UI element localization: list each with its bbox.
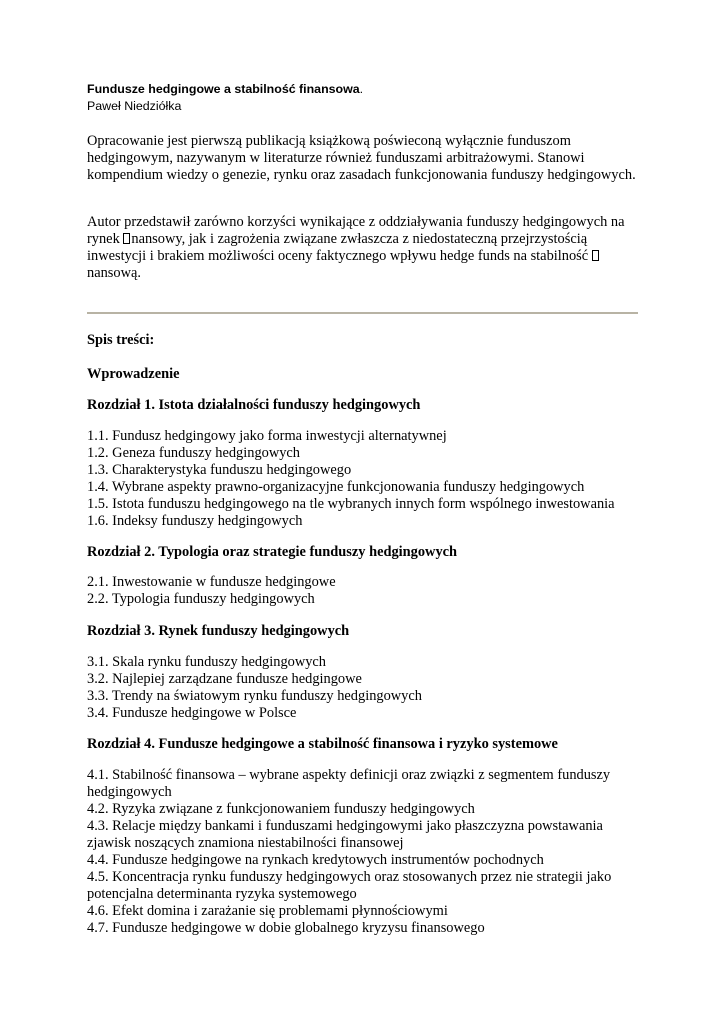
intro-paragraph-2 — [87, 214, 647, 282]
chapter-3-list — [87, 654, 647, 722]
list-item: 3.1. Skala rynku funduszy hedgingowych — [87, 654, 327, 670]
list-item: 4.5. Koncentracja rynku funduszy hedgingowych oraz stosowanych przez nie strategii jako potencjalna determinanta ryzyka systemowego — [87, 869, 612, 902]
book-title-period: . — [359, 82, 364, 96]
intro-paragraph-2-part-a: Autor przedstawił zarówno korzyści wynikające z oddziaływania funduszy hedgingowych na rynek — [87, 214, 625, 247]
list-item: 2.2. Typologia funduszy hedgingowych — [87, 591, 315, 607]
list-item: 1.2. Geneza funduszy hedgingowych — [87, 445, 300, 461]
book-title-text: Fundusze hedgingowe a stabilność finansowa — [87, 82, 360, 96]
list-item: 4.1. Stabilność finansowa – wybrane aspekty definicji oraz związki z segmentem funduszy hedgingowych — [87, 767, 611, 800]
list-item: 3.4. Fundusze hedgingowe w Polsce — [87, 705, 297, 721]
chapter-1-title: Rozdział 1. Istota działalności funduszy hedgingowych — [87, 397, 421, 413]
list-item: 1.4. Wybrane aspekty prawno-organizacyjne funkcjonowania funduszy hedgingowych — [87, 479, 585, 495]
missing-glyph-icon — [123, 233, 130, 244]
intro-paragraph-2-part-b: nansowy, jak i zagrożenia związane zwłaszcza z niedostateczną przejrzystością inwestycji i brakiem możliwości oceny faktycznego wpływu hedge funds na stabilność — [87, 231, 592, 264]
list-item: 1.6. Indeksy funduszy hedgingowych — [87, 513, 303, 529]
book-title — [87, 82, 363, 96]
intro-paragraph-2-part-c: nansową. — [87, 265, 141, 281]
horizontal-divider — [87, 312, 638, 314]
intro-paragraph-1: Opracowanie jest pierwszą publikacją książkową poświeconą wyłącznie funduszom hedgingowym, nazywanym w literaturze również funduszami arbitrażowymi. Stanowi kompendium wiedzy o genezie, rynku oraz zasadach funkcjonowania funduszy hedgingowych. — [87, 133, 636, 183]
chapter-3-title: Rozdział 3. Rynek funduszy hedgingowych — [87, 623, 350, 639]
book-author: Paweł Niedziółka — [87, 99, 182, 113]
list-item: 2.1. Inwestowanie w fundusze hedgingowe — [87, 574, 336, 590]
list-item: 4.7. Fundusze hedgingowe w dobie globalnego kryzysu finansowego — [87, 920, 485, 936]
list-item: 1.1. Fundusz hedgingowy jako forma inwestycji alternatywnej — [87, 428, 447, 444]
list-item: 1.5. Istota funduszu hedgingowego na tle wybranych innych form wspólnego inwestowania — [87, 496, 615, 512]
list-item: 3.2. Najlepiej zarządzane fundusze hedgingowe — [87, 671, 362, 687]
chapter-4-title: Rozdział 4. Fundusze hedgingowe a stabilność finansowa i ryzyko systemowe — [87, 736, 558, 752]
chapter-2-list — [87, 574, 647, 608]
toc-introduction: Wprowadzenie — [87, 366, 180, 382]
chapter-4-list — [87, 767, 647, 937]
list-item: 3.3. Trendy na światowym rynku funduszy hedgingowych — [87, 688, 422, 704]
chapter-2-title: Rozdział 2. Typologia oraz strategie funduszy hedgingowych — [87, 544, 458, 560]
list-item: 4.4. Fundusze hedgingowe na rynkach kredytowych instrumentów pochodnych — [87, 852, 544, 868]
list-item: 4.2. Ryzyka związane z funkcjonowaniem funduszy hedgingowych — [87, 801, 475, 817]
list-item: 1.3. Charakterystyka funduszu hedgingowego — [87, 462, 352, 478]
list-item: 4.6. Efekt domina i zarażanie się problemami płynnościowymi — [87, 903, 448, 919]
list-item: 4.3. Relacje między bankami i funduszami hedgingowymi jako płaszczyzna powstawania zjawisk noszących znamiona niestabilności finansowej — [87, 818, 603, 851]
toc-heading: Spis treści: — [87, 332, 155, 348]
chapter-1-list — [87, 428, 647, 530]
missing-glyph-icon — [592, 250, 599, 261]
